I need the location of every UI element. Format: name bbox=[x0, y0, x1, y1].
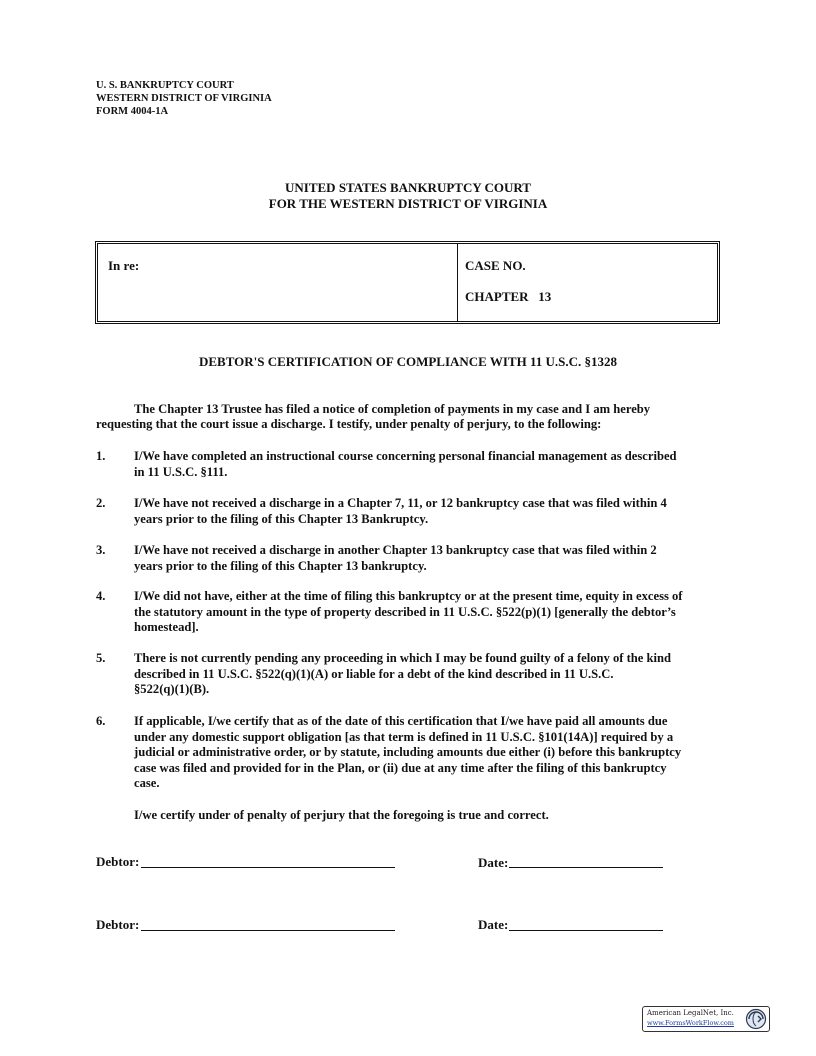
item-2-line: years prior to the filing of this Chapter 13 Bankruptcy. bbox=[134, 511, 429, 526]
item-5-line: §522(q)(1)(B). bbox=[134, 682, 210, 696]
certification-statement: I/we certify under of penalty of perjury that the foregoing is true and correct. bbox=[134, 808, 549, 822]
caption-divider bbox=[457, 244, 458, 321]
debtor-2-label: Debtor: bbox=[96, 917, 140, 932]
item-3-line: I/We have not received a discharge in another Chapter 13 bankruptcy case that was filed within 2 bbox=[134, 543, 657, 557]
chapter-label: CHAPTER 13 bbox=[465, 289, 552, 304]
item-3-line: years prior to the filing of this Chapter 13 bankruptcy. bbox=[134, 558, 427, 573]
item-number-3: 3. bbox=[96, 543, 106, 557]
court-title: UNITED STATES BANKRUPTCY COURT bbox=[285, 180, 531, 195]
item-number-5: 5. bbox=[96, 651, 106, 665]
item-6-text bbox=[134, 714, 722, 792]
date-1-line[interactable] bbox=[509, 867, 663, 868]
item-4-line: I/We did not have, either at the time of filing this bankruptcy or at the present time, equity in excess of bbox=[134, 589, 683, 603]
district-header: WESTERN DISTRICT OF VIRGINIA bbox=[96, 93, 272, 104]
date-2-label: Date: bbox=[478, 917, 509, 932]
item-6-line: judicial or administrative order, or by statute, including amounts due either (i) before this bankruptcy bbox=[134, 745, 682, 759]
item-5-line: There is not currently pending any proceeding in which I may be found guilty of a felony of the kind bbox=[134, 651, 672, 665]
item-4-line: homestead]. bbox=[134, 620, 199, 634]
item-number-2: 2. bbox=[96, 496, 106, 510]
item-1-text bbox=[134, 449, 722, 480]
item-5-text bbox=[134, 651, 722, 698]
item-6-line: case was filed and provided for in the Plan, or (ii) due at any time after the filing of this bankruptcy bbox=[134, 760, 667, 775]
american-legalnet-badge[interactable] bbox=[642, 1006, 770, 1032]
item-6-line: case. bbox=[134, 776, 160, 790]
item-2-line: I/We have not received a discharge in a Chapter 7, 11, or 12 bankruptcy case that was filed within 4 bbox=[134, 496, 667, 510]
debtor-2-signature-line[interactable] bbox=[141, 930, 395, 931]
item-5-line: described in 11 U.S.C. §522(q)(1)(A) or liable for a debt of the kind described in 11 U.S.C. bbox=[134, 666, 614, 681]
item-number-6: 6. bbox=[96, 714, 106, 728]
case-no-label: CASE NO. bbox=[465, 258, 526, 273]
item-4-line: the statutory amount in the type of property described in 11 U.S.C. §522(p)(1) [generally the debtor’s bbox=[134, 604, 676, 619]
item-6-line: If applicable, I/we certify that as of the date of this certification that I/we have paid all amounts due bbox=[134, 714, 668, 728]
date-1-label: Date: bbox=[478, 855, 509, 870]
intro-line-1: The Chapter 13 Trustee has filed a notice of completion of payments in my case and I am hereby bbox=[134, 402, 651, 416]
document-title: DEBTOR'S CERTIFICATION OF COMPLIANCE WITH 11 U.S.C. §1328 bbox=[198, 354, 617, 369]
item-3-text bbox=[134, 543, 722, 574]
item-6-line: under any domestic support obligation [as that term is defined in 11 U.S.C. §101(14A)] required by a bbox=[134, 729, 674, 744]
badge-company: American LegalNet, Inc. bbox=[647, 1009, 734, 1017]
debtor-1-label: Debtor: bbox=[96, 854, 140, 869]
item-1-line: I/We have completed an instructional course concerning personal financial management as described bbox=[134, 449, 677, 463]
globe-icon bbox=[745, 1008, 767, 1030]
item-4-text bbox=[134, 589, 722, 636]
item-2-text bbox=[134, 496, 722, 527]
intro-line-2: requesting that the court issue a discharge. I testify, under penalty of perjury, to the following: bbox=[96, 417, 602, 431]
badge-website-link[interactable]: www.FormsWorkFlow.com bbox=[647, 1019, 734, 1027]
form-number: FORM 4004-1A bbox=[96, 106, 169, 117]
date-2-line[interactable] bbox=[509, 930, 663, 931]
court-subtitle: FOR THE WESTERN DISTRICT OF VIRGINIA bbox=[268, 196, 548, 211]
debtor-1-signature-line[interactable] bbox=[141, 867, 395, 868]
item-number-4: 4. bbox=[96, 589, 106, 603]
case-caption-box bbox=[95, 241, 720, 324]
item-number-1: 1. bbox=[96, 449, 106, 463]
in-re-label: In re: bbox=[108, 258, 140, 273]
item-1-line: in 11 U.S.C. §111. bbox=[134, 464, 228, 479]
court-header: U. S. BANKRUPTCY COURT bbox=[96, 80, 234, 91]
